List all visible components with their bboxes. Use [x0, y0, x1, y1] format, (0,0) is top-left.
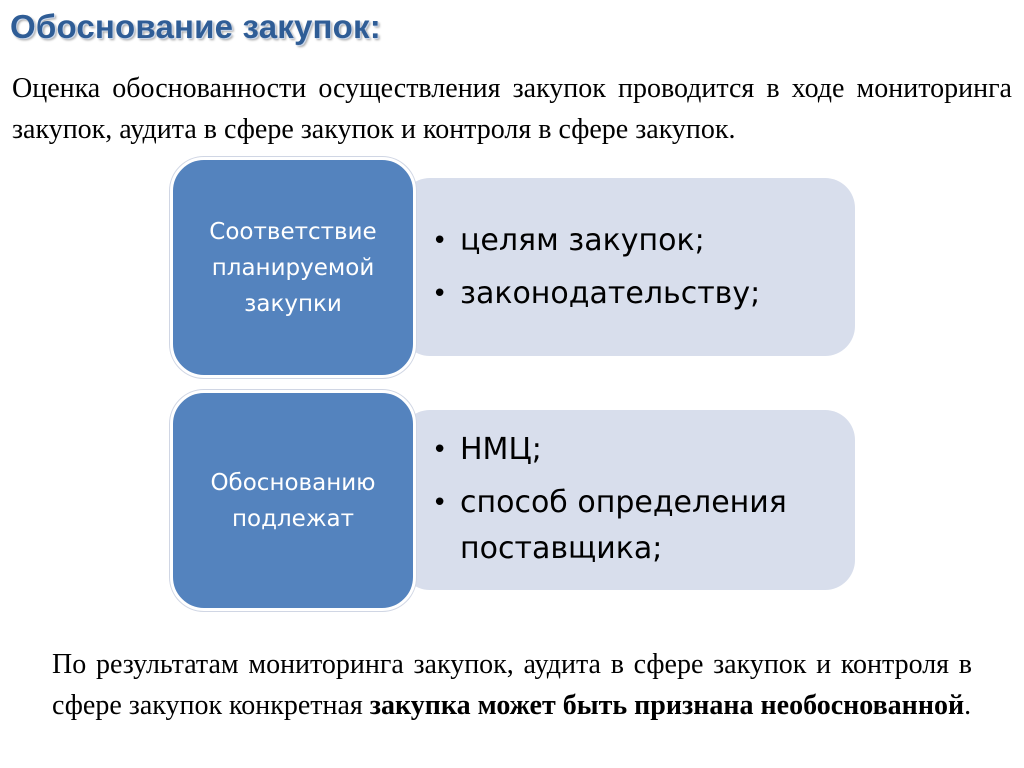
block-key-box-1 [170, 157, 416, 378]
outro-end: . [964, 690, 972, 721]
bullet-text: законодательству; [460, 276, 761, 311]
slide-title: Обоснование закупок: [10, 8, 381, 45]
outro-paragraph [52, 644, 972, 726]
intro-paragraph: Оценка обоснованности осуществления закупок проводится в ходе мониторинга закупок, аудита в сфере закупок и контроля в сфере закупок. [12, 73, 1012, 145]
block-key-label: Соответствие планируемой закупки [209, 218, 377, 317]
block-key-box-2 [170, 390, 416, 611]
bullet-icon: • [432, 488, 448, 518]
bullet-text: способ определения поставщика; [460, 485, 787, 566]
bullet-icon: • [432, 226, 448, 256]
bullet-item [430, 218, 850, 264]
block-bullet-list-2 [430, 427, 850, 579]
bullet-item [430, 271, 850, 317]
bullet-item [430, 427, 850, 473]
bullet-item [430, 480, 850, 572]
bullet-text: целям закупок; [460, 223, 705, 258]
bullet-icon: • [432, 435, 448, 465]
block-key-label: Обоснованию подлежат [210, 469, 376, 532]
outro-emphasis: закупка может быть признана необоснованной [369, 690, 965, 721]
block-bullet-list-1 [430, 218, 850, 324]
outro-text: По результатам мониторинга закупок, аудита в сфере закупок и контроля в сфере закупок конкретная [52, 649, 972, 721]
bullet-icon: • [432, 279, 448, 309]
bullet-text: НМЦ; [460, 432, 542, 467]
